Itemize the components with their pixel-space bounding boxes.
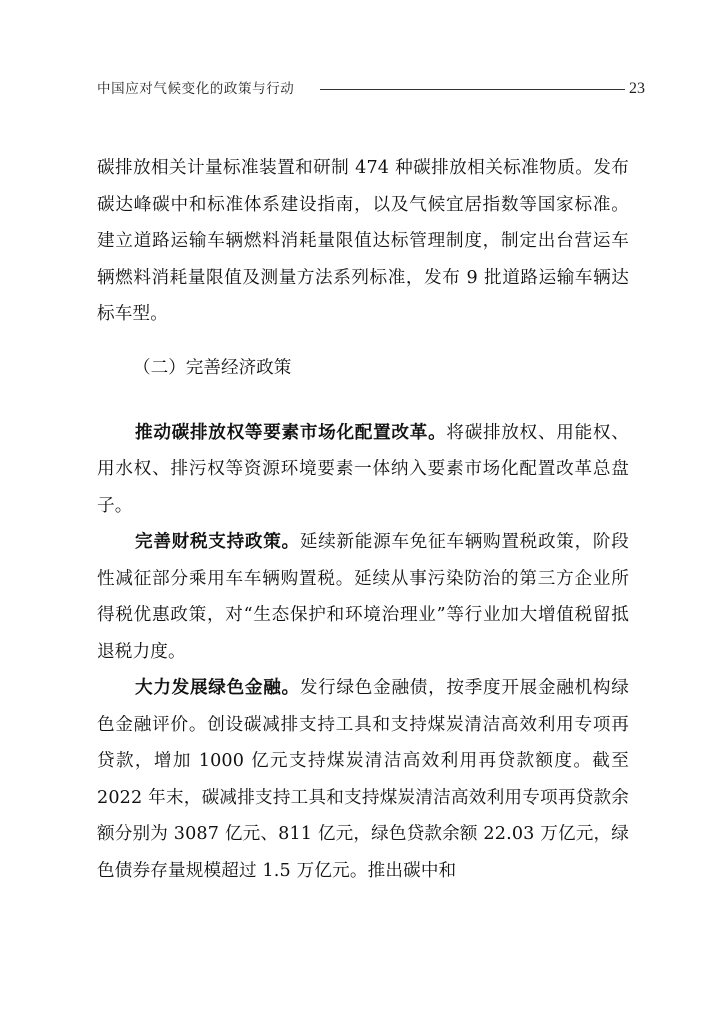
paragraph-topic: 完善财税支持政策。 [135,532,300,552]
page-body [97,150,629,889]
header-rule [320,89,625,90]
spacer [97,400,629,415]
paragraph-topic: 大力发展绿色金融。 [135,678,300,698]
paragraph-text: 发行绿色金融债，按季度开展金融机构绿色金融评价。创设碳减排支持工具和支持煤炭清洁高效利用专项再贷款，增加 1000 亿元支持煤炭清洁高效利用再贷款额度。截至 2022 年末，碳减排支持工具和支持煤炭清洁高效利用专项再贷款余额分别为 3087 亿元、811 亿元，绿色贷款余额 22.03 万亿元，绿色债券存量规模超过 1.5 万亿元。推出碳中和 [97,678,629,881]
paragraph-green-finance [97,670,629,889]
paragraph-carbon-market [97,415,629,525]
paragraph-topic: 推动碳排放权等要素市场化配置改革。 [135,422,447,443]
page-number: 23 [629,80,645,97]
page-header [97,78,645,102]
section-heading: （二）完善经济政策 [133,357,292,378]
running-header-title: 中国应对气候变化的政策与行动 [97,81,295,97]
paragraph-text: 延续新能源车免征车辆购置税政策，阶段性减征部分乘用车车辆购置税。延续从事污染防治的第三方企业所得税优惠政策，对“生态保护和环境治理业”等行业加大增值税留抵退税力度。 [97,532,629,662]
paragraph-text: 将碳排放权、用能权、用水权、排污权等资源环境要素一体纳入要素市场化配置改革总盘子。 [97,422,629,516]
intro-paragraph: 碳排放相关计量标准装置和研制 474 种碳排放相关标准物质。发布碳达峰碳中和标准体系建设指南，以及气候宜居指数等国家标准。建立道路运输车辆燃料消耗量限值达标管理制度，制定出台营运车辆燃料消耗量限值及测量方法系列标准，发布 9 批道路运输车辆达标车型。 [97,158,629,324]
paragraph-fiscal-policy [97,524,629,670]
